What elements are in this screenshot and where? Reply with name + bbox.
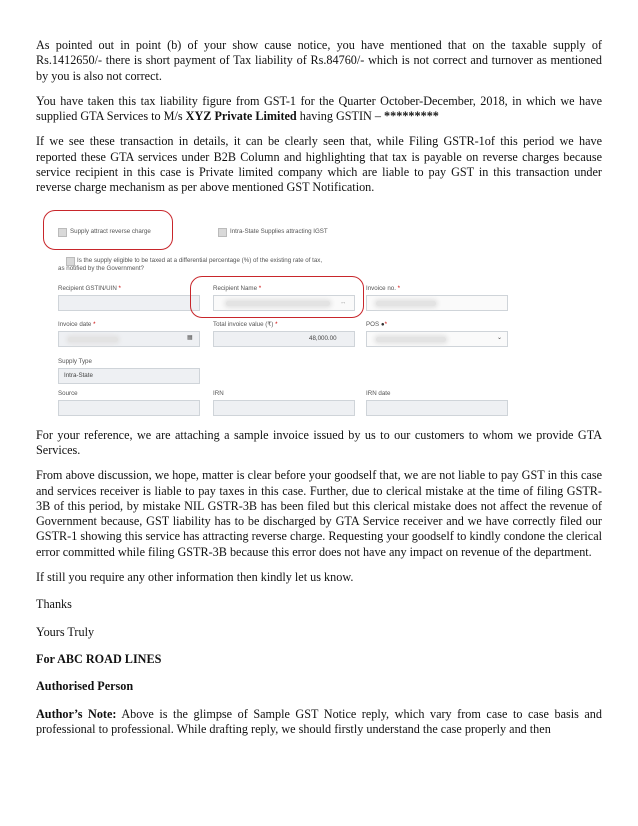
- invoice-date-redacted: [68, 337, 118, 342]
- gstin-masked: *********: [384, 109, 439, 124]
- firm-name: For ABC ROAD LINES: [36, 651, 162, 666]
- recipient-gstin-field[interactable]: [58, 295, 200, 311]
- highlight-reverse-charge-oval: [43, 210, 173, 250]
- paragraph-tax-liability: You have taken this tax liability figure from GST-1 for the Quarter October-December, 2018, in which we have supplied GTA Services to M/s XYZ Private Limited having GSTIN – *********: [36, 93, 602, 124]
- pos-label: POS ●*: [366, 320, 387, 328]
- differential-rate-question-cont: as notified by the Government?: [58, 264, 144, 272]
- recipient-gstin-label: Recipient GSTIN/UIN *: [58, 284, 121, 292]
- paragraph-conclusion: From above discussion, we hope, matter is clear before your goodself that, we are not liable to pay GST in this case and services receiver is liable to pay taxes in this case. Further, due to clerical mistake at the time of filing GSTR-3B of this period, by mistake NIL GSTR-3B has been filed but this clerical mistake does not affect the revenue of Government because, GST liability has to be discharged by GTA Service receiver and we have correctly filed our GSTR-1 showing this service has attracting reverse charge. Requesting your goodself to kindly condone the clerical error committed while filing GSTR-3B because this error does not have any impact on revenue of the department.: [36, 468, 602, 559]
- irn-date-field[interactable]: [366, 400, 508, 416]
- total-invoice-value: 48,000.00: [309, 334, 337, 342]
- name-lookup-icon: ↔: [340, 298, 347, 306]
- recipient-company-name: XYZ Private Limited: [185, 109, 297, 124]
- reverse-charge-label: Supply attract reverse charge: [70, 227, 151, 235]
- differential-rate-question: Is the supply eligible to be taxed at a differential percentage (%) of the existing rate of tax,: [77, 256, 323, 264]
- invoice-date-label: Invoice date *: [58, 320, 96, 328]
- closing-yours-truly: Yours Truly: [36, 624, 95, 639]
- closing-thanks: Thanks: [36, 597, 72, 612]
- recipient-name-label: Recipient Name *: [213, 284, 262, 292]
- source-label: Source: [58, 389, 78, 397]
- source-field[interactable]: [58, 400, 200, 416]
- highlight-recipient-name-oval: [190, 276, 364, 318]
- irn-field[interactable]: [213, 400, 355, 416]
- total-invoice-value-label: Total invoice value (₹) *: [213, 320, 278, 328]
- letter-body: [36, 38, 602, 747]
- invoice-no-label: Invoice no. *: [366, 284, 401, 292]
- supply-type-label: Supply Type: [58, 357, 92, 365]
- irn-label: IRN: [213, 389, 224, 397]
- intra-state-igst-label: Intra-State Supplies attracting IGST: [230, 227, 328, 235]
- signatory: Authorised Person: [36, 679, 134, 694]
- gst-portal-screenshot: [46, 206, 510, 416]
- paragraph-transaction-details: If we see these transaction in details, it can be clearly seen that, while Filing GSTR-1of this period we have reported these GTA services under B2B Column and highlighting that tax is payable on reverse charges because service recipient in this case is Private limited company which are liable to pay GST in this transaction under reverse charge mechanism as per above mentioned GST Notification.: [36, 134, 602, 195]
- supply-type-value: Intra-State: [64, 371, 93, 379]
- authors-note: Author’s Note: Above is the glimpse of Sample GST Notice reply, which vary from case to case basis and professional to professional. While drafting reply, we should firstly understand the case properly and then: [36, 706, 602, 736]
- chevron-down-icon[interactable]: ⌄: [497, 333, 503, 341]
- invoice-no-redacted: [376, 301, 436, 306]
- intra-state-igst-checkbox[interactable]: [218, 228, 227, 237]
- paragraph-short-payment: As pointed out in point (b) of your show cause notice, you have mentioned that on the taxable supply of Rs.1412650/- there is short payment of Tax liability of Rs.84760/- which is not correct and turnover as mentioned by you is also not correct.: [36, 38, 602, 83]
- paragraph-sample-invoice: For your reference, we are attaching a sample invoice issued by us to our customers to whom we provide GTA Services.: [36, 427, 602, 457]
- irn-date-label: IRN date: [366, 389, 391, 397]
- pos-redacted: [376, 337, 446, 342]
- calendar-icon[interactable]: ▦: [187, 333, 193, 341]
- paragraph-further-info: If still you require any other information then kindly let us know.: [36, 570, 354, 585]
